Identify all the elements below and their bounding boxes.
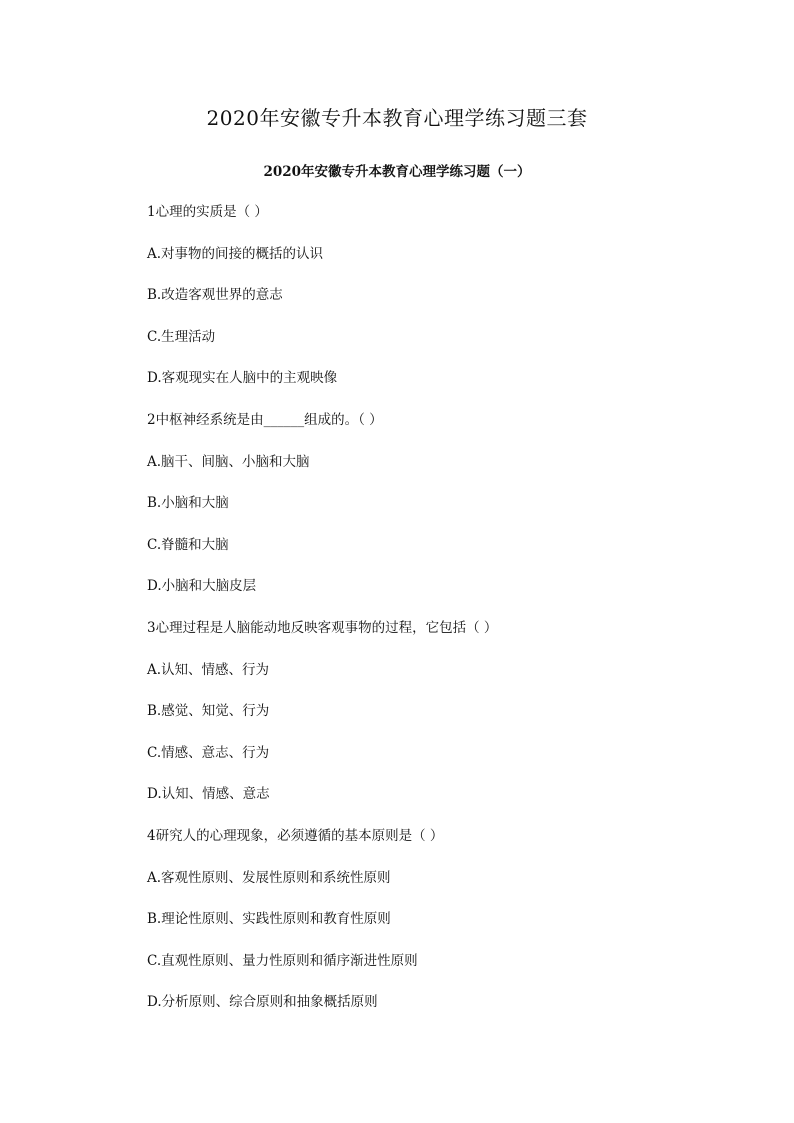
section-title: 2020年安徽专升本教育心理学练习题（一） xyxy=(263,164,531,180)
answer-option: D.分析原则、综合原则和抽象概括原则 xyxy=(147,994,378,1011)
document-title: 2020年安徽专升本教育心理学练习题三套 xyxy=(206,106,588,130)
answer-option: C.脊髓和大脑 xyxy=(147,536,229,553)
answer-option: A.认知、情感、行为 xyxy=(147,661,270,678)
answer-option: B.小脑和大脑 xyxy=(147,495,229,512)
question-stem: 1心理的实质是（ ） xyxy=(147,204,268,220)
answer-option: C.生理活动 xyxy=(147,328,216,345)
answer-option: A.客观性原则、发展性原则和系统性原则 xyxy=(147,869,391,886)
answer-option: D.客观现实在人脑中的主观映像 xyxy=(147,370,338,387)
answer-option: A.脑干、间脑、小脑和大脑 xyxy=(147,453,310,470)
answer-option: D.小脑和大脑皮层 xyxy=(147,578,257,595)
answer-option: A.对事物的间接的概括的认识 xyxy=(147,245,324,262)
question-stem: 3心理过程是人脑能动地反映客观事物的过程，它包括（ ） xyxy=(147,619,498,636)
answer-option: B.感觉、知觉、行为 xyxy=(147,703,270,720)
question-stem: 2中枢神经系统是由______组成的。（ ） xyxy=(147,411,383,428)
answer-option: B.改造客观世界的意志 xyxy=(147,287,283,304)
answer-option: C.情感、意志、行为 xyxy=(147,744,270,761)
question-list xyxy=(147,203,707,1035)
answer-option: B.理论性原则、实践性原则和教育性原则 xyxy=(147,911,391,928)
question-stem: 4研究人的心理现象，必须遵循的基本原则是（ ） xyxy=(147,827,444,844)
answer-option: D.认知、情感、意志 xyxy=(147,786,270,803)
answer-option: C.直观性原则、量力性原则和循序渐进性原则 xyxy=(147,952,418,969)
